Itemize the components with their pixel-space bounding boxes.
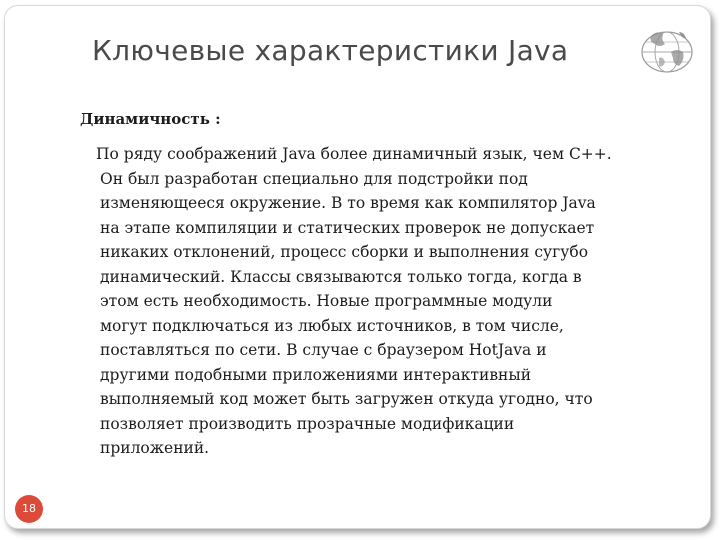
body-line: другими подобными приложениями интерактивный <box>100 365 532 384</box>
body-line: никаких отклонений, процесс сборки и выполнения сугубо <box>100 243 589 261</box>
body-text <box>96 142 660 461</box>
slide-title: Ключевые характеристики Java <box>92 34 569 67</box>
body-line: на этапе компиляции и статических проверок не допускает <box>100 218 595 237</box>
body-line: Он был разработан специально для подстройки под <box>100 169 528 188</box>
globe-logo-icon <box>637 22 697 82</box>
body-line: могут подключаться из любых источников, в том числе, <box>100 316 564 335</box>
body-line: динамический. Классы связываются только тогда, когда в <box>100 267 582 286</box>
section-heading: Динамичность : <box>80 110 221 128</box>
body-line: изменяющееся окружение. В то время как компилятор Java <box>100 194 596 212</box>
body-line: приложений. <box>100 439 210 457</box>
body-line: выполняемый код может быть загружен откуда угодно, что <box>100 390 593 408</box>
body-line: позволяет производить прозрачные модификации <box>100 414 515 433</box>
body-line: поставляться по сети. В случае с браузером HotJava и <box>100 341 547 359</box>
body-line: этом есть необходимость. Новые программные модули <box>100 292 553 310</box>
body-line: По ряду соображений Java более динамичный язык, чем C++. <box>96 145 612 163</box>
page-number-badge: 18 <box>15 495 43 523</box>
